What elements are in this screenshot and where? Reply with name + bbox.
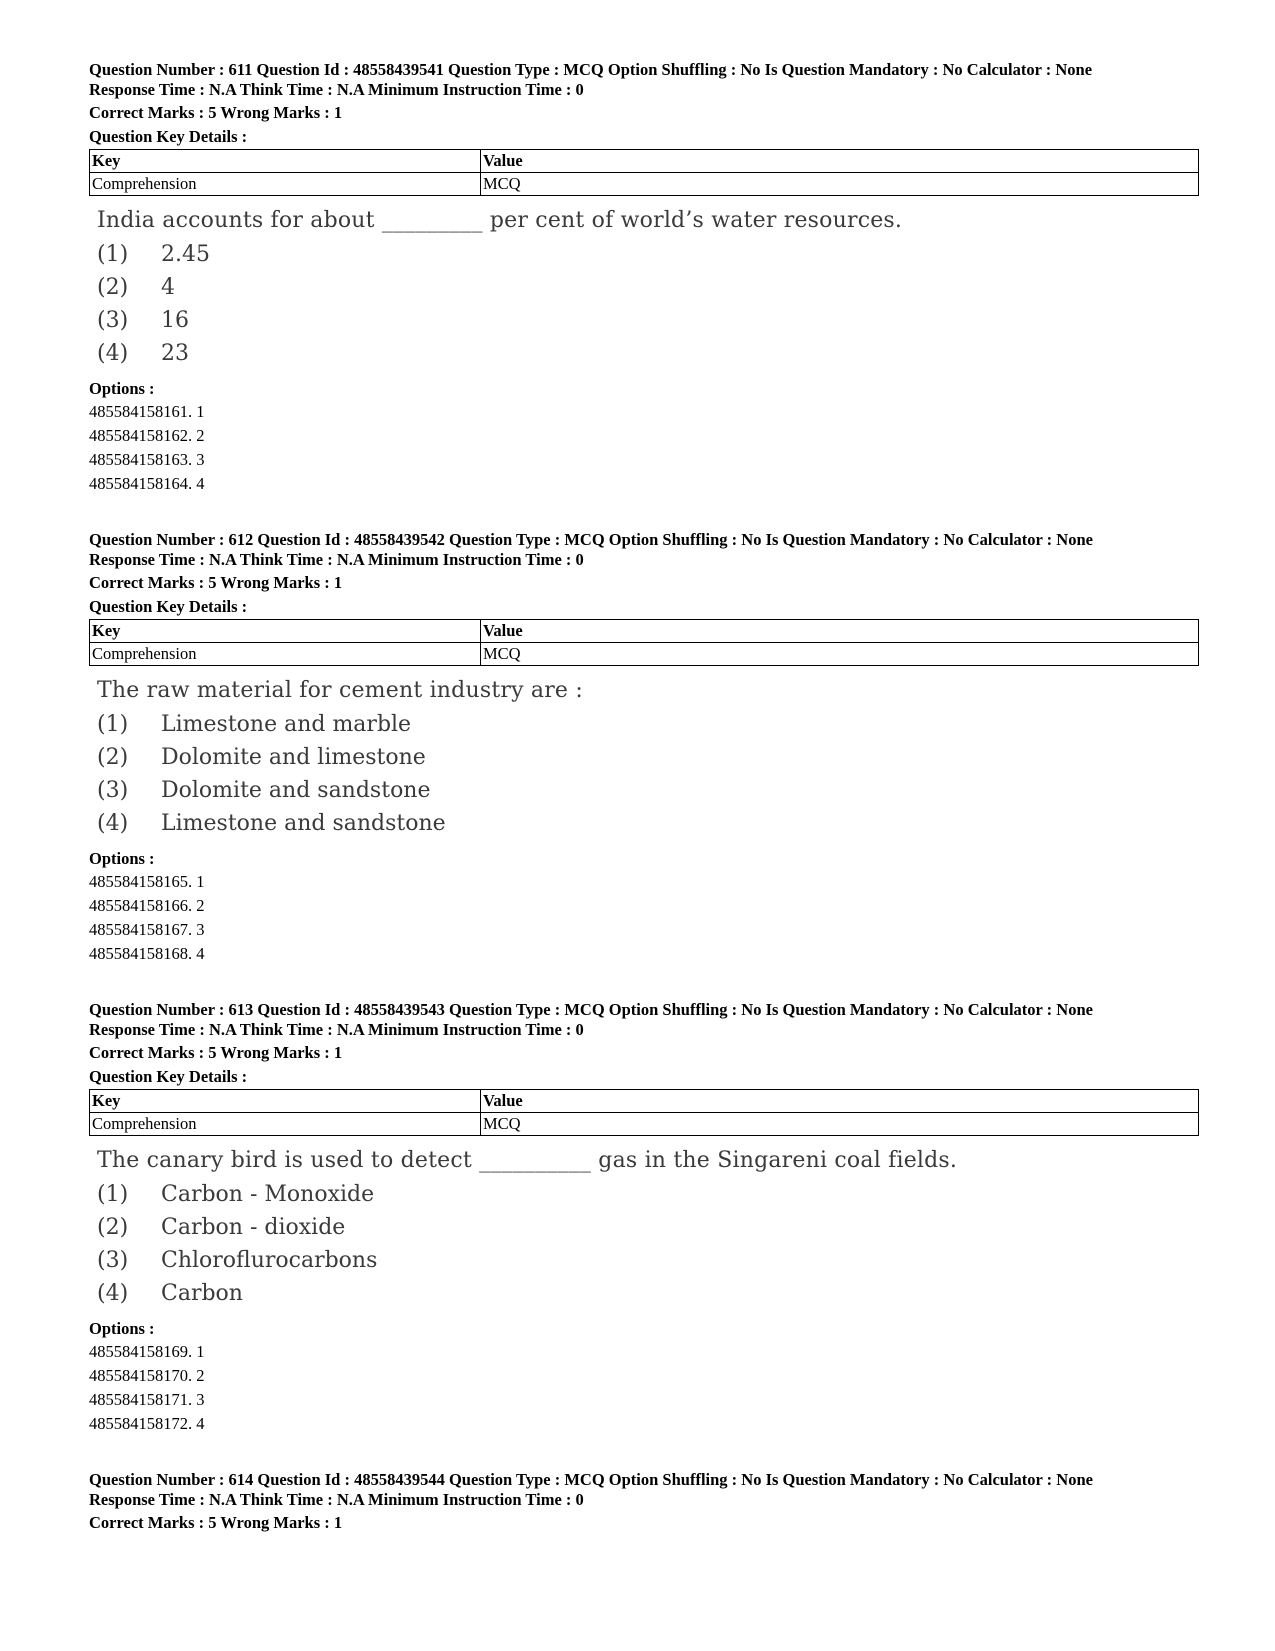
option-id: 485584158167. 3: [89, 920, 205, 939]
option-id: 485584158166. 2: [89, 896, 205, 915]
options-label: Options :: [89, 849, 155, 868]
choice-item: [97, 741, 1199, 774]
option-id: 485584158164. 4: [89, 474, 205, 493]
table-cell-value: MCQ: [481, 643, 1199, 666]
table-cell-value: MCQ: [481, 1113, 1199, 1136]
option-id: 485584158171. 3: [89, 1390, 205, 1409]
table-header-key: Key: [90, 620, 481, 643]
option-id: 485584158162. 2: [89, 426, 205, 445]
key-details-table: [89, 1089, 1199, 1136]
question-stem: The raw material for cement industry are :: [97, 678, 583, 703]
choice-number: (2): [97, 1215, 129, 1240]
question-block: [89, 1470, 1199, 1533]
question-image: [97, 1146, 1199, 1310]
question-marks: Correct Marks : 5 Wrong Marks : 1: [89, 1513, 343, 1532]
option-id: 485584158168. 4: [89, 944, 205, 963]
choice-text: Limestone and sandstone: [161, 811, 446, 836]
choice-number: (2): [97, 275, 129, 300]
question-header: Question Number : 611 Question Id : 48558439541 Question Type : MCQ Option Shuffling : No Is Question Mandatory : No Calculator : None: [89, 60, 1093, 79]
choice-number: (4): [97, 341, 129, 366]
choice-number: (4): [97, 811, 129, 836]
question-image: [97, 206, 1199, 370]
table-header-key: Key: [90, 150, 481, 173]
table-cell-value: MCQ: [481, 173, 1199, 196]
spacer: [89, 1436, 1199, 1470]
choice-text: Dolomite and sandstone: [161, 778, 431, 803]
choice-number: (3): [97, 308, 129, 333]
choice-text: Carbon: [161, 1281, 243, 1306]
choice-number: (4): [97, 1281, 129, 1306]
option-id: 485584158165. 1: [89, 872, 205, 891]
option-id: 485584158161. 1: [89, 402, 205, 421]
question-header: Question Number : 612 Question Id : 48558439542 Question Type : MCQ Option Shuffling : No Is Question Mandatory : No Calculator : None: [89, 530, 1093, 549]
choice-item: [97, 238, 1199, 271]
choice-item: [97, 304, 1199, 337]
key-details-table: [89, 149, 1199, 196]
question-header: Question Number : 613 Question Id : 48558439543 Question Type : MCQ Option Shuffling : No Is Question Mandatory : No Calculator : None: [89, 1000, 1093, 1019]
question-marks: Correct Marks : 5 Wrong Marks : 1: [89, 1043, 343, 1062]
table-header-value: Value: [481, 150, 1199, 173]
choice-text: Limestone and marble: [161, 712, 412, 737]
choice-text: 16: [161, 308, 189, 333]
choice-item: [97, 1244, 1199, 1277]
key-details-label: Question Key Details :: [89, 126, 248, 146]
spacer: [89, 496, 1199, 530]
choice-number: (1): [97, 712, 129, 737]
choice-number: (2): [97, 745, 129, 770]
question-marks: Correct Marks : 5 Wrong Marks : 1: [89, 573, 343, 592]
choice-number: (1): [97, 242, 129, 267]
question-marks: Correct Marks : 5 Wrong Marks : 1: [89, 103, 343, 122]
choice-number: (1): [97, 1182, 129, 1207]
option-id: 485584158169. 1: [89, 1342, 205, 1361]
options-label: Options :: [89, 379, 155, 398]
choice-text: Dolomite and limestone: [161, 745, 426, 770]
option-id: 485584158163. 3: [89, 450, 205, 469]
table-cell-key: Comprehension: [90, 173, 481, 196]
choice-text: 2.45: [161, 242, 210, 267]
choice-text: Carbon - Monoxide: [161, 1182, 375, 1207]
choice-text: 4: [161, 275, 175, 300]
question-stem: India accounts for about _________ per cent of world’s water resources.: [97, 208, 903, 233]
choice-text: 23: [161, 341, 189, 366]
question-timing: Response Time : N.A Think Time : N.A Minimum Instruction Time : 0: [89, 1489, 584, 1509]
choice-item: [97, 774, 1199, 807]
question-block: [89, 530, 1199, 966]
choice-item: [97, 271, 1199, 304]
option-id: 485584158170. 2: [89, 1366, 205, 1385]
choice-text: Carbon - dioxide: [161, 1215, 346, 1240]
question-timing: Response Time : N.A Think Time : N.A Minimum Instruction Time : 0: [89, 79, 584, 99]
choice-item: [97, 807, 1199, 840]
table-header-key: Key: [90, 1090, 481, 1113]
choice-text: Chloroflurocarbons: [161, 1248, 378, 1273]
question-timing: Response Time : N.A Think Time : N.A Minimum Instruction Time : 0: [89, 549, 584, 569]
options-label: Options :: [89, 1319, 155, 1338]
key-details-label: Question Key Details :: [89, 596, 248, 616]
choice-number: (3): [97, 1248, 129, 1273]
table-header-value: Value: [481, 620, 1199, 643]
choice-item: [97, 708, 1199, 741]
choice-item: [97, 1277, 1199, 1310]
key-details-table: [89, 619, 1199, 666]
choice-number: (3): [97, 778, 129, 803]
question-block: [89, 60, 1199, 496]
question-block: [89, 1000, 1199, 1436]
table-header-value: Value: [481, 1090, 1199, 1113]
spacer: [89, 966, 1199, 1000]
choice-item: [97, 337, 1199, 370]
choice-item: [97, 1211, 1199, 1244]
table-cell-key: Comprehension: [90, 643, 481, 666]
choice-item: [97, 1178, 1199, 1211]
question-stem: The canary bird is used to detect __________ gas in the Singareni coal fields.: [97, 1148, 958, 1173]
key-details-label: Question Key Details :: [89, 1066, 248, 1086]
question-timing: Response Time : N.A Think Time : N.A Minimum Instruction Time : 0: [89, 1019, 584, 1039]
question-header: Question Number : 614 Question Id : 48558439544 Question Type : MCQ Option Shuffling : No Is Question Mandatory : No Calculator : None: [89, 1470, 1093, 1489]
document-page: [89, 60, 1199, 1533]
option-id: 485584158172. 4: [89, 1414, 205, 1433]
question-image: [97, 676, 1199, 840]
table-cell-key: Comprehension: [90, 1113, 481, 1136]
